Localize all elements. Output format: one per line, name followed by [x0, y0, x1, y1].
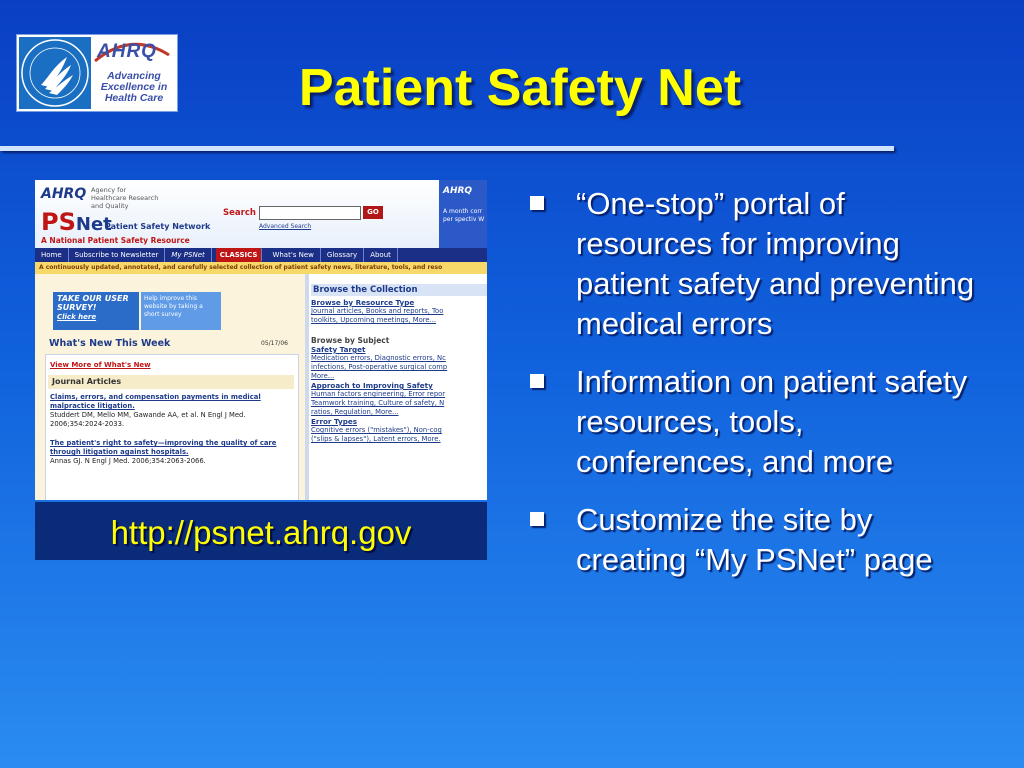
error-types-links-1: Cognitive errors ("mistakes"), Non-cog	[311, 426, 442, 434]
article-1-citation: Studdert DM, Mello MM, Gawande AA, et al. N Engl J Med. 2006;354:2024-2033.	[50, 411, 246, 428]
nav-classics: CLASSICS	[216, 248, 263, 262]
safety-target-links-1: Medication errors, Diagnostic errors, Nc	[311, 354, 446, 362]
bullet-text: Customize the site by creating “My PSNet” page	[576, 502, 933, 577]
survey-title: TAKE OUR USER SURVEY!	[57, 294, 129, 312]
slide-title: Patient Safety Net	[298, 59, 742, 117]
view-more-link: View More of What's New	[50, 361, 151, 369]
screenshot-search-input	[259, 206, 361, 220]
article-2-title: The patient's right to safety—improving the quality of care through litigation against hospitals.	[50, 439, 277, 456]
nav-about: About	[364, 248, 398, 262]
article-1-title: Claims, errors, and compensation payments in medical malpractice litigation.	[50, 393, 261, 410]
approach-links-1: Human factors engineering, Error repor	[311, 390, 446, 398]
screenshot-tagline-strip: A continuously updated, annotated, and carefully selected collection of patient safety news, literature, tools, and reso	[35, 262, 487, 274]
psnet-screenshot	[35, 180, 487, 500]
ahrq-logo-box	[16, 34, 178, 112]
bullet-text: Information on patient safety resources, tools, conferences, and more	[576, 364, 968, 479]
resource-links-2: toolkits, Upcoming meetings, More...	[311, 316, 437, 324]
screenshot-search-label: Search	[223, 208, 256, 218]
error-types-links-2: ("slips & lapses"), Latent errors, More.	[311, 435, 441, 443]
screenshot-go-button: GO	[363, 206, 383, 219]
hhs-seal-icon	[19, 37, 91, 109]
browse-resource-heading: Browse by Resource Type	[311, 298, 415, 307]
psnet-url[interactable]: http://psnet.ahrq.gov	[110, 514, 412, 551]
article-2-citation: Annas GJ. N Engl J Med. 2006;354:2063-2066.	[50, 457, 206, 465]
screenshot-right-banner	[439, 180, 487, 248]
nav-glossary: Glossary	[321, 248, 364, 262]
bullet-list	[520, 184, 980, 598]
error-types-heading: Error Types	[311, 417, 358, 426]
right-banner-text: A month corr per spectiv W	[443, 208, 485, 223]
whats-new-panel	[45, 354, 299, 500]
screenshot-right-column	[305, 274, 487, 500]
title-divider	[0, 146, 894, 151]
browse-collection-heading: Browse the Collection	[311, 284, 487, 296]
logo-ps: PS	[41, 208, 76, 236]
journal-articles-header: Journal Articles	[48, 375, 294, 389]
logo-net: Net	[75, 214, 112, 235]
browse-resource-section	[311, 298, 487, 325]
screenshot-advanced-search: Advanced Search	[259, 223, 312, 230]
safety-target-links-2: infections, Post-operative surgical comp	[311, 363, 448, 371]
safety-target-heading: Safety Target	[311, 345, 366, 354]
approach-links-3: ratios, Regulation, More...	[311, 408, 399, 416]
ahrq-tagline: Advancing Excellence in Health Care	[100, 70, 168, 104]
bullet-text: “One-stop” portal of resources for improving patient safety and preventing medical errors	[576, 186, 975, 341]
whats-new-date: 05/17/06	[261, 340, 288, 347]
nav-subscribe: Subscribe to Newsletter	[69, 248, 166, 262]
bullet-item	[520, 184, 980, 344]
screenshot-left-column	[35, 274, 305, 500]
screenshot-psnet-logo	[41, 208, 112, 236]
bullet-item	[520, 362, 980, 482]
nav-mypsnet: My PSNet	[165, 248, 211, 262]
bullet-item	[520, 500, 980, 580]
approach-links-2: Teamwork training, Culture of safety, N	[311, 399, 445, 407]
approach-heading: Approach to Improving Safety	[311, 381, 433, 390]
survey-box	[53, 292, 139, 330]
nav-whats-new: What's New	[266, 248, 320, 262]
screenshot-subtitle: A National Patient Safety Resource	[41, 236, 190, 245]
right-banner-title: AHRQ	[443, 186, 473, 196]
ahrq-wordmark: AHRQ	[97, 41, 157, 62]
square-bullet-icon	[530, 512, 544, 526]
square-bullet-icon	[530, 374, 544, 388]
screenshot-ahrq-logo: AHRQ	[41, 186, 87, 202]
survey-help: Help improve this website by taking a short survey	[141, 292, 221, 330]
screenshot-nav	[35, 248, 487, 262]
browse-subject-section	[311, 336, 487, 444]
screenshot-agency: Agency for Healthcare Research and Quality	[91, 186, 159, 210]
safety-target-more: More...	[311, 372, 335, 380]
resource-links-1: Journal articles, Books and reports, Too	[311, 307, 444, 315]
square-bullet-icon	[530, 196, 544, 210]
survey-link: Click here	[57, 313, 97, 321]
whats-new-heading: What's New This Week	[49, 338, 171, 349]
article-1	[50, 393, 290, 429]
screenshot-network-name: Patient Safety Network	[105, 222, 211, 231]
url-box	[35, 502, 487, 560]
screenshot-header	[35, 180, 487, 248]
ahrq-logo	[93, 37, 175, 109]
article-2	[50, 439, 290, 466]
nav-home: Home	[35, 248, 69, 262]
browse-subject-heading: Browse by Subject	[311, 336, 390, 345]
